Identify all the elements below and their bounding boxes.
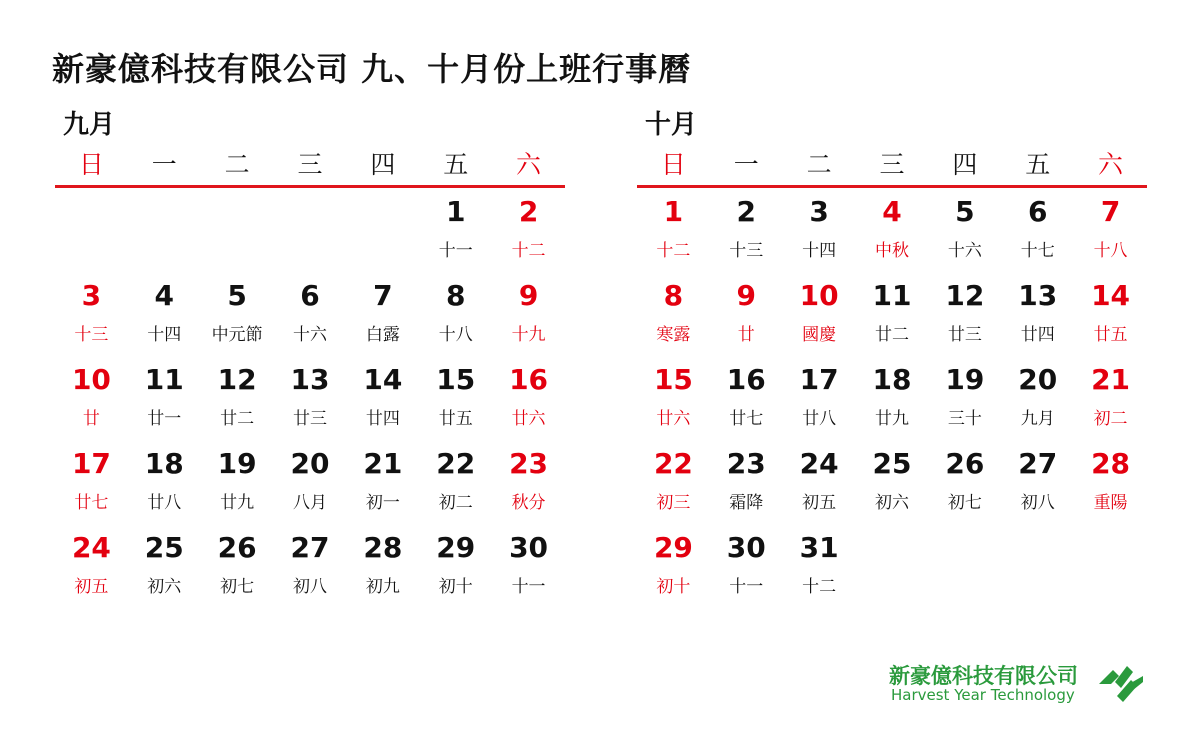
lunar-date: 初六	[147, 577, 182, 597]
day-cell	[637, 274, 710, 358]
empty-cell	[274, 190, 347, 274]
day-cell	[928, 442, 1001, 526]
lunar-date: 初七	[220, 577, 255, 597]
day-number: 11	[872, 279, 912, 312]
day-number: 8	[663, 279, 684, 312]
day-cell	[128, 274, 201, 358]
day-number: 30	[726, 531, 766, 564]
lunar-date: 初二	[1093, 409, 1128, 429]
lunar-date: 十四	[147, 325, 182, 345]
day-cell	[1001, 358, 1074, 442]
company-brand	[889, 660, 1149, 710]
day-number: 7	[373, 279, 393, 312]
day-cell	[1001, 190, 1074, 274]
day-number: 30	[509, 531, 549, 564]
weekday-label: 日	[78, 150, 104, 179]
day-cell	[637, 442, 710, 526]
empty-cell	[346, 190, 419, 274]
day-number: 8	[445, 279, 466, 312]
weekday-label: 四	[952, 150, 978, 179]
day-cell	[274, 274, 347, 358]
weekday-label: 三	[297, 150, 323, 179]
day-number: 1	[445, 195, 466, 228]
weekday-label: 二	[806, 150, 832, 179]
day-number: 6	[1027, 195, 1048, 228]
day-cell	[637, 526, 710, 610]
lunar-date: 三十	[947, 409, 982, 429]
lunar-date: 十三	[729, 241, 764, 261]
day-grid	[637, 190, 1147, 610]
weekday-label: 六	[1098, 150, 1124, 179]
lunar-date: 廿四	[1020, 325, 1055, 345]
weekday-header	[55, 145, 565, 185]
day-cell	[783, 358, 856, 442]
lunar-date: 重陽	[1093, 493, 1128, 513]
day-number: 23	[726, 447, 766, 480]
day-number: 21	[1091, 363, 1131, 396]
day-cell	[856, 190, 929, 274]
weekday-label: 五	[443, 150, 469, 179]
day-number: 19	[217, 447, 257, 480]
day-number: 5	[227, 279, 247, 312]
day-cell	[928, 358, 1001, 442]
day-number: 27	[290, 531, 330, 564]
lunar-date: 廿五	[438, 409, 473, 429]
day-number: 2	[518, 195, 539, 228]
day-number: 20	[1018, 363, 1058, 396]
day-number: 16	[726, 363, 766, 396]
lunar-date: 十一	[438, 241, 473, 261]
lunar-date: 八月	[292, 493, 327, 513]
lunar-date: 初八	[1020, 493, 1055, 513]
lunar-date: 十八	[438, 325, 473, 345]
day-cell	[128, 526, 201, 610]
empty-cell	[128, 190, 201, 274]
day-number: 11	[144, 363, 184, 396]
lunar-date: 十八	[1093, 241, 1128, 261]
day-cell	[710, 274, 783, 358]
day-number: 19	[945, 363, 985, 396]
day-number: 17	[799, 363, 839, 396]
day-number: 28	[363, 531, 403, 564]
empty-cell	[55, 190, 128, 274]
weekday-label: 日	[660, 150, 686, 179]
day-grid	[55, 190, 565, 610]
day-cell	[346, 526, 419, 610]
day-number: 18	[872, 363, 912, 396]
day-cell	[419, 190, 492, 274]
weekday-label: 四	[370, 150, 396, 179]
lunar-date: 初十	[656, 577, 691, 597]
lunar-date: 初五	[74, 577, 109, 597]
day-cell	[1074, 442, 1147, 526]
day-cell	[274, 358, 347, 442]
day-cell	[201, 358, 274, 442]
day-cell	[201, 274, 274, 358]
day-cell	[783, 442, 856, 526]
day-number: 21	[363, 447, 403, 480]
lunar-date: 十二	[511, 241, 546, 261]
day-number: 3	[81, 279, 102, 312]
day-number: 2	[736, 195, 757, 228]
lunar-date: 霜降	[729, 493, 764, 513]
day-cell	[783, 190, 856, 274]
lunar-date: 廿一	[147, 409, 182, 429]
lunar-date: 國慶	[802, 325, 837, 345]
day-number: 13	[290, 363, 330, 396]
page-title: 新豪億科技有限公司 九、十月份上班行事曆	[52, 50, 692, 88]
day-number: 12	[945, 279, 985, 312]
lunar-date: 廿五	[1093, 325, 1128, 345]
day-cell	[274, 526, 347, 610]
day-number: 3	[809, 195, 829, 228]
day-cell	[346, 358, 419, 442]
lunar-date: 秋分	[511, 493, 546, 513]
day-number: 15	[436, 363, 476, 396]
day-number: 27	[1018, 447, 1058, 480]
day-number: 4	[882, 195, 902, 228]
lunar-date: 廿	[82, 409, 100, 429]
empty-cell	[201, 190, 274, 274]
day-cell	[492, 358, 565, 442]
day-number: 16	[509, 363, 549, 396]
day-cell	[55, 274, 128, 358]
day-cell	[856, 358, 929, 442]
day-cell	[128, 358, 201, 442]
day-number: 13	[1018, 279, 1058, 312]
day-cell	[492, 442, 565, 526]
lunar-date: 初九	[365, 577, 400, 597]
header-divider	[55, 185, 565, 188]
lunar-date: 中秋	[874, 241, 909, 261]
lunar-date: 廿六	[656, 409, 691, 429]
lunar-date: 九月	[1020, 409, 1055, 429]
lunar-date: 十一	[729, 577, 764, 597]
lunar-date: 十九	[511, 325, 546, 345]
day-cell	[1074, 358, 1147, 442]
day-number: 24	[799, 447, 839, 480]
day-number: 31	[799, 531, 839, 564]
day-cell	[419, 358, 492, 442]
day-cell	[419, 526, 492, 610]
lunar-date: 初一	[365, 493, 400, 513]
lunar-date: 十二	[656, 241, 691, 261]
day-number: 25	[872, 447, 912, 480]
header-divider	[637, 185, 1147, 188]
weekday-label: 一	[733, 150, 759, 179]
day-cell	[492, 274, 565, 358]
month-october	[637, 105, 1147, 610]
day-number: 5	[955, 195, 975, 228]
weekday-label: 一	[151, 150, 177, 179]
day-number: 22	[653, 447, 693, 480]
day-cell	[419, 274, 492, 358]
day-number: 10	[71, 363, 111, 396]
lunar-date: 廿	[737, 325, 755, 345]
day-cell	[856, 274, 929, 358]
day-cell	[783, 526, 856, 610]
lunar-date: 初五	[802, 493, 837, 513]
lunar-date: 寒露	[656, 325, 691, 345]
day-cell	[637, 358, 710, 442]
month-label: 九月	[63, 110, 116, 140]
day-number: 17	[71, 447, 111, 480]
lunar-date: 白露	[365, 325, 400, 345]
lunar-date: 十一	[511, 577, 546, 597]
day-cell	[346, 442, 419, 526]
day-number: 10	[799, 279, 839, 312]
weekday-header	[637, 145, 1147, 185]
weekday-label: 二	[224, 150, 250, 179]
day-number: 14	[363, 363, 403, 396]
day-number: 14	[1091, 279, 1131, 312]
day-number: 28	[1091, 447, 1131, 480]
lunar-date: 廿七	[729, 409, 764, 429]
lunar-date: 十七	[1020, 241, 1055, 261]
lunar-date: 廿九	[220, 493, 255, 513]
lunar-date: 廿六	[511, 409, 546, 429]
lunar-date: 十二	[802, 577, 837, 597]
lunar-date: 廿八	[147, 493, 182, 513]
day-cell	[710, 442, 783, 526]
day-number: 25	[144, 531, 184, 564]
day-number: 7	[1100, 195, 1121, 228]
lunar-date: 廿三	[947, 325, 982, 345]
lunar-date: 初三	[656, 493, 691, 513]
month-label: 十月	[645, 110, 698, 140]
weekday-label: 三	[879, 150, 905, 179]
day-cell	[710, 526, 783, 610]
day-number: 24	[71, 531, 111, 564]
day-cell	[419, 442, 492, 526]
day-number: 9	[518, 279, 539, 312]
day-cell	[201, 526, 274, 610]
day-cell	[346, 274, 419, 358]
day-number: 1	[663, 195, 684, 228]
company-name-cn: 新豪億科技有限公司	[889, 664, 1078, 688]
lunar-date: 初八	[292, 577, 327, 597]
lunar-date: 廿七	[74, 493, 109, 513]
day-number: 15	[653, 363, 693, 396]
lunar-date: 廿四	[365, 409, 400, 429]
day-cell	[710, 190, 783, 274]
day-number: 22	[436, 447, 476, 480]
day-cell	[55, 442, 128, 526]
day-cell	[783, 274, 856, 358]
day-cell	[55, 358, 128, 442]
day-cell	[128, 442, 201, 526]
day-cell	[856, 442, 929, 526]
day-number: 20	[290, 447, 330, 480]
day-cell	[1074, 190, 1147, 274]
lunar-date: 十六	[947, 241, 982, 261]
company-logo-icon	[1097, 660, 1147, 704]
day-cell	[492, 190, 565, 274]
day-cell	[928, 190, 1001, 274]
company-name-en: Harvest Year Technology	[891, 686, 1075, 704]
lunar-date: 初二	[438, 493, 473, 513]
day-cell	[710, 358, 783, 442]
day-number: 23	[509, 447, 549, 480]
day-number: 29	[653, 531, 693, 564]
lunar-date: 初十	[438, 577, 473, 597]
day-cell	[274, 442, 347, 526]
day-cell	[928, 274, 1001, 358]
day-cell	[637, 190, 710, 274]
day-number: 29	[436, 531, 476, 564]
lunar-date: 十三	[74, 325, 109, 345]
day-cell	[492, 526, 565, 610]
lunar-date: 廿二	[220, 409, 255, 429]
month-september	[55, 105, 565, 610]
day-number: 26	[945, 447, 985, 480]
weekday-label: 五	[1025, 150, 1051, 179]
day-cell	[1074, 274, 1147, 358]
day-cell	[1001, 274, 1074, 358]
lunar-date: 初七	[947, 493, 982, 513]
lunar-date: 廿九	[874, 409, 909, 429]
lunar-date: 初六	[874, 493, 909, 513]
day-cell	[1001, 442, 1074, 526]
day-number: 9	[736, 279, 757, 312]
day-number: 26	[217, 531, 257, 564]
lunar-date: 廿二	[874, 325, 909, 345]
lunar-date: 廿八	[802, 409, 837, 429]
day-number: 18	[144, 447, 184, 480]
lunar-date: 十四	[802, 241, 837, 261]
lunar-date: 中元節	[211, 325, 263, 345]
day-number: 4	[154, 279, 175, 312]
day-number: 12	[217, 363, 257, 396]
weekday-label: 六	[516, 150, 542, 179]
day-cell	[201, 442, 274, 526]
lunar-date: 十六	[292, 325, 327, 345]
day-cell	[55, 526, 128, 610]
lunar-date: 廿三	[292, 409, 327, 429]
day-number: 6	[300, 279, 320, 312]
